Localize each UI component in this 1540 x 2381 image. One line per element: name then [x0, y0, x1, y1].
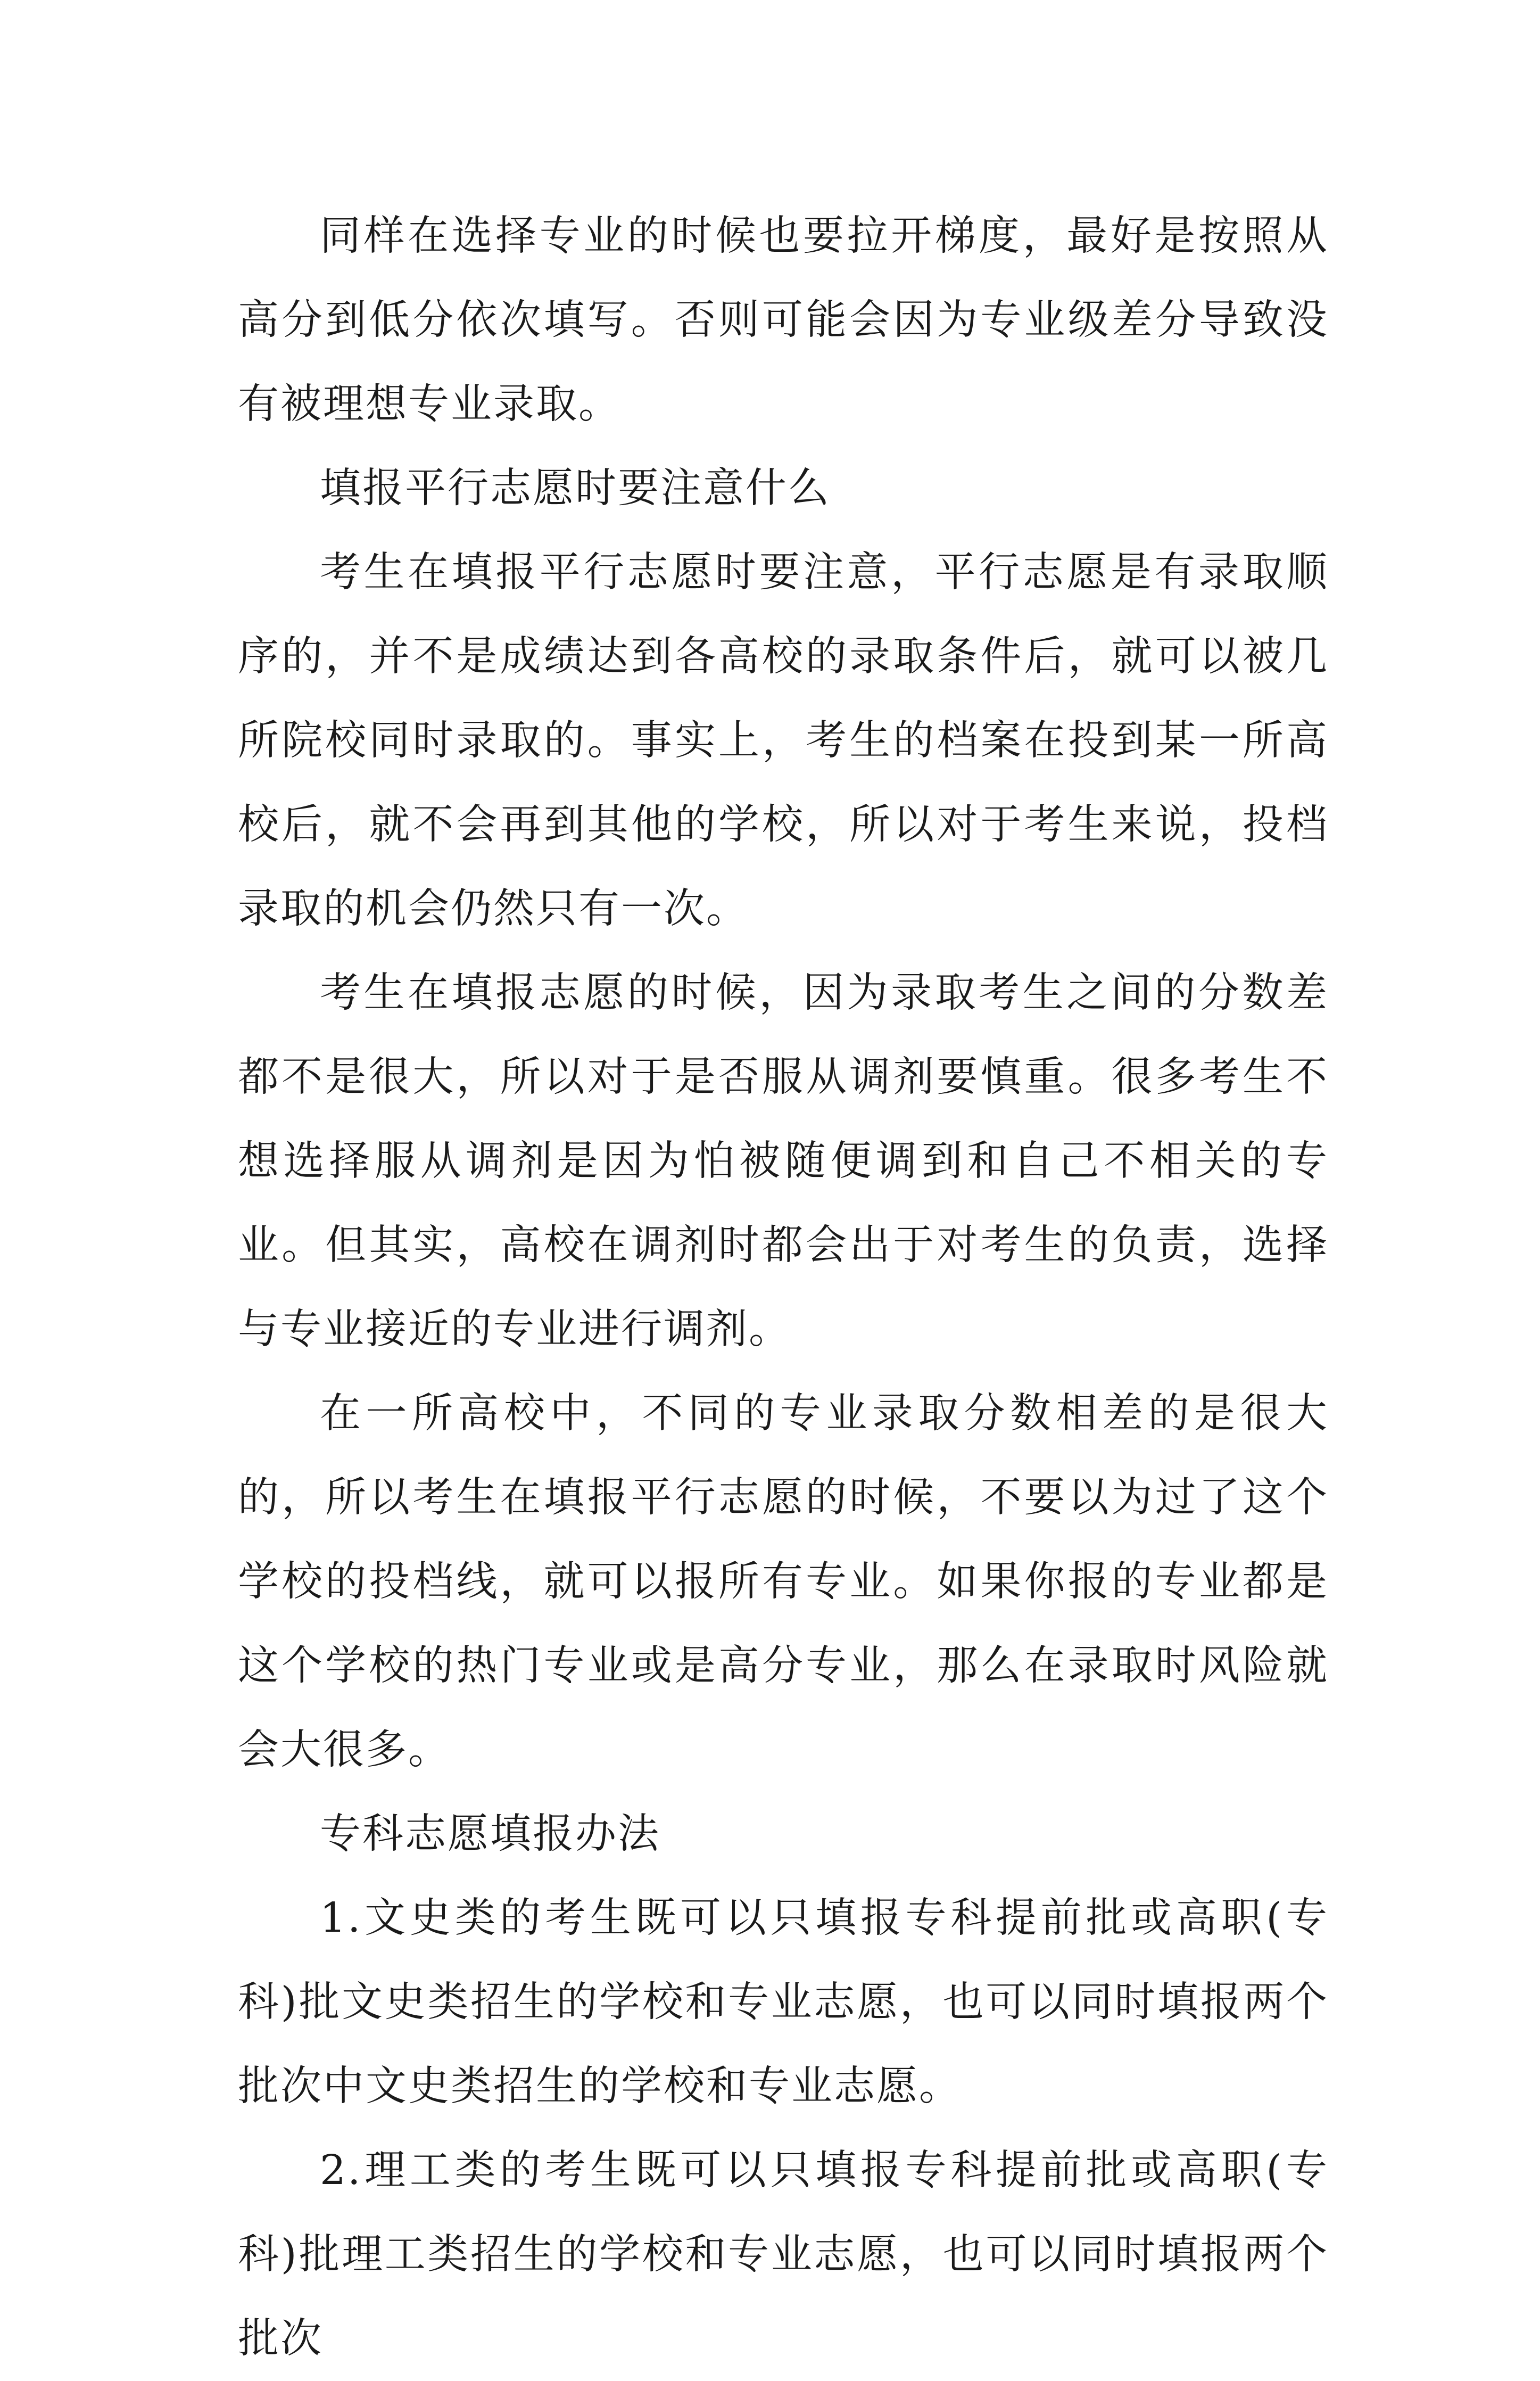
paragraph-score-difference: 在一所高校中，不同的专业录取分数相差的是很大的，所以考生在填报平行志愿的时候，不要以为过了这个学校的投档线，就可以报所有专业。如果你报的专业都是这个学校的热门专业或是高分专业，那么在录取时风险就会大很多。 — [238, 1390, 1329, 1774]
document-body — [238, 194, 1329, 2381]
paragraph-adjustment: 考生在填报志愿的时候，因为录取考生之间的分数差都不是很大，所以对于是否服从调剂要慎重。很多考生不想选择服从调剂是因为怕被随便调到和自己不相关的专业。但其实，高校在调剂时都会出于对考生的负责，选择与专业接近的专业进行调剂。 — [238, 969, 1329, 1353]
paragraph-science-engineering: 2.理工类的考生既可以只填报专科提前批或高职(专科)批理工类招生的学校和专业志愿，也可以同时填报两个批次 — [238, 2147, 1329, 2362]
heading-parallel-notes: 填报平行志愿时要注意什么 — [320, 465, 831, 512]
paragraph-admission-order: 考生在填报平行志愿时要注意，平行志愿是有录取顺序的，并不是成绩达到各高校的录取条件后，就可以被几所院校同时录取的。事实上，考生的档案在投到某一所高校后，就不会再到其他的学校，所以对于考生来说，投档录取的机会仍然只有一次。 — [238, 549, 1329, 933]
heading-vocational-method: 专科志愿填报办法 — [320, 1810, 660, 1858]
paragraph-major-gradient: 同样在选择专业的时候也要拉开梯度，最好是按照从高分到低分依次填写。否则可能会因为专业级差分导致没有被理想专业录取。 — [238, 212, 1329, 428]
paragraph-liberal-arts: 1.文史类的考生既可以只填报专科提前批或高职(专科)批文史类招生的学校和专业志愿，也可以同时填报两个批次中文史类招生的学校和专业志愿。 — [238, 1894, 1329, 2110]
